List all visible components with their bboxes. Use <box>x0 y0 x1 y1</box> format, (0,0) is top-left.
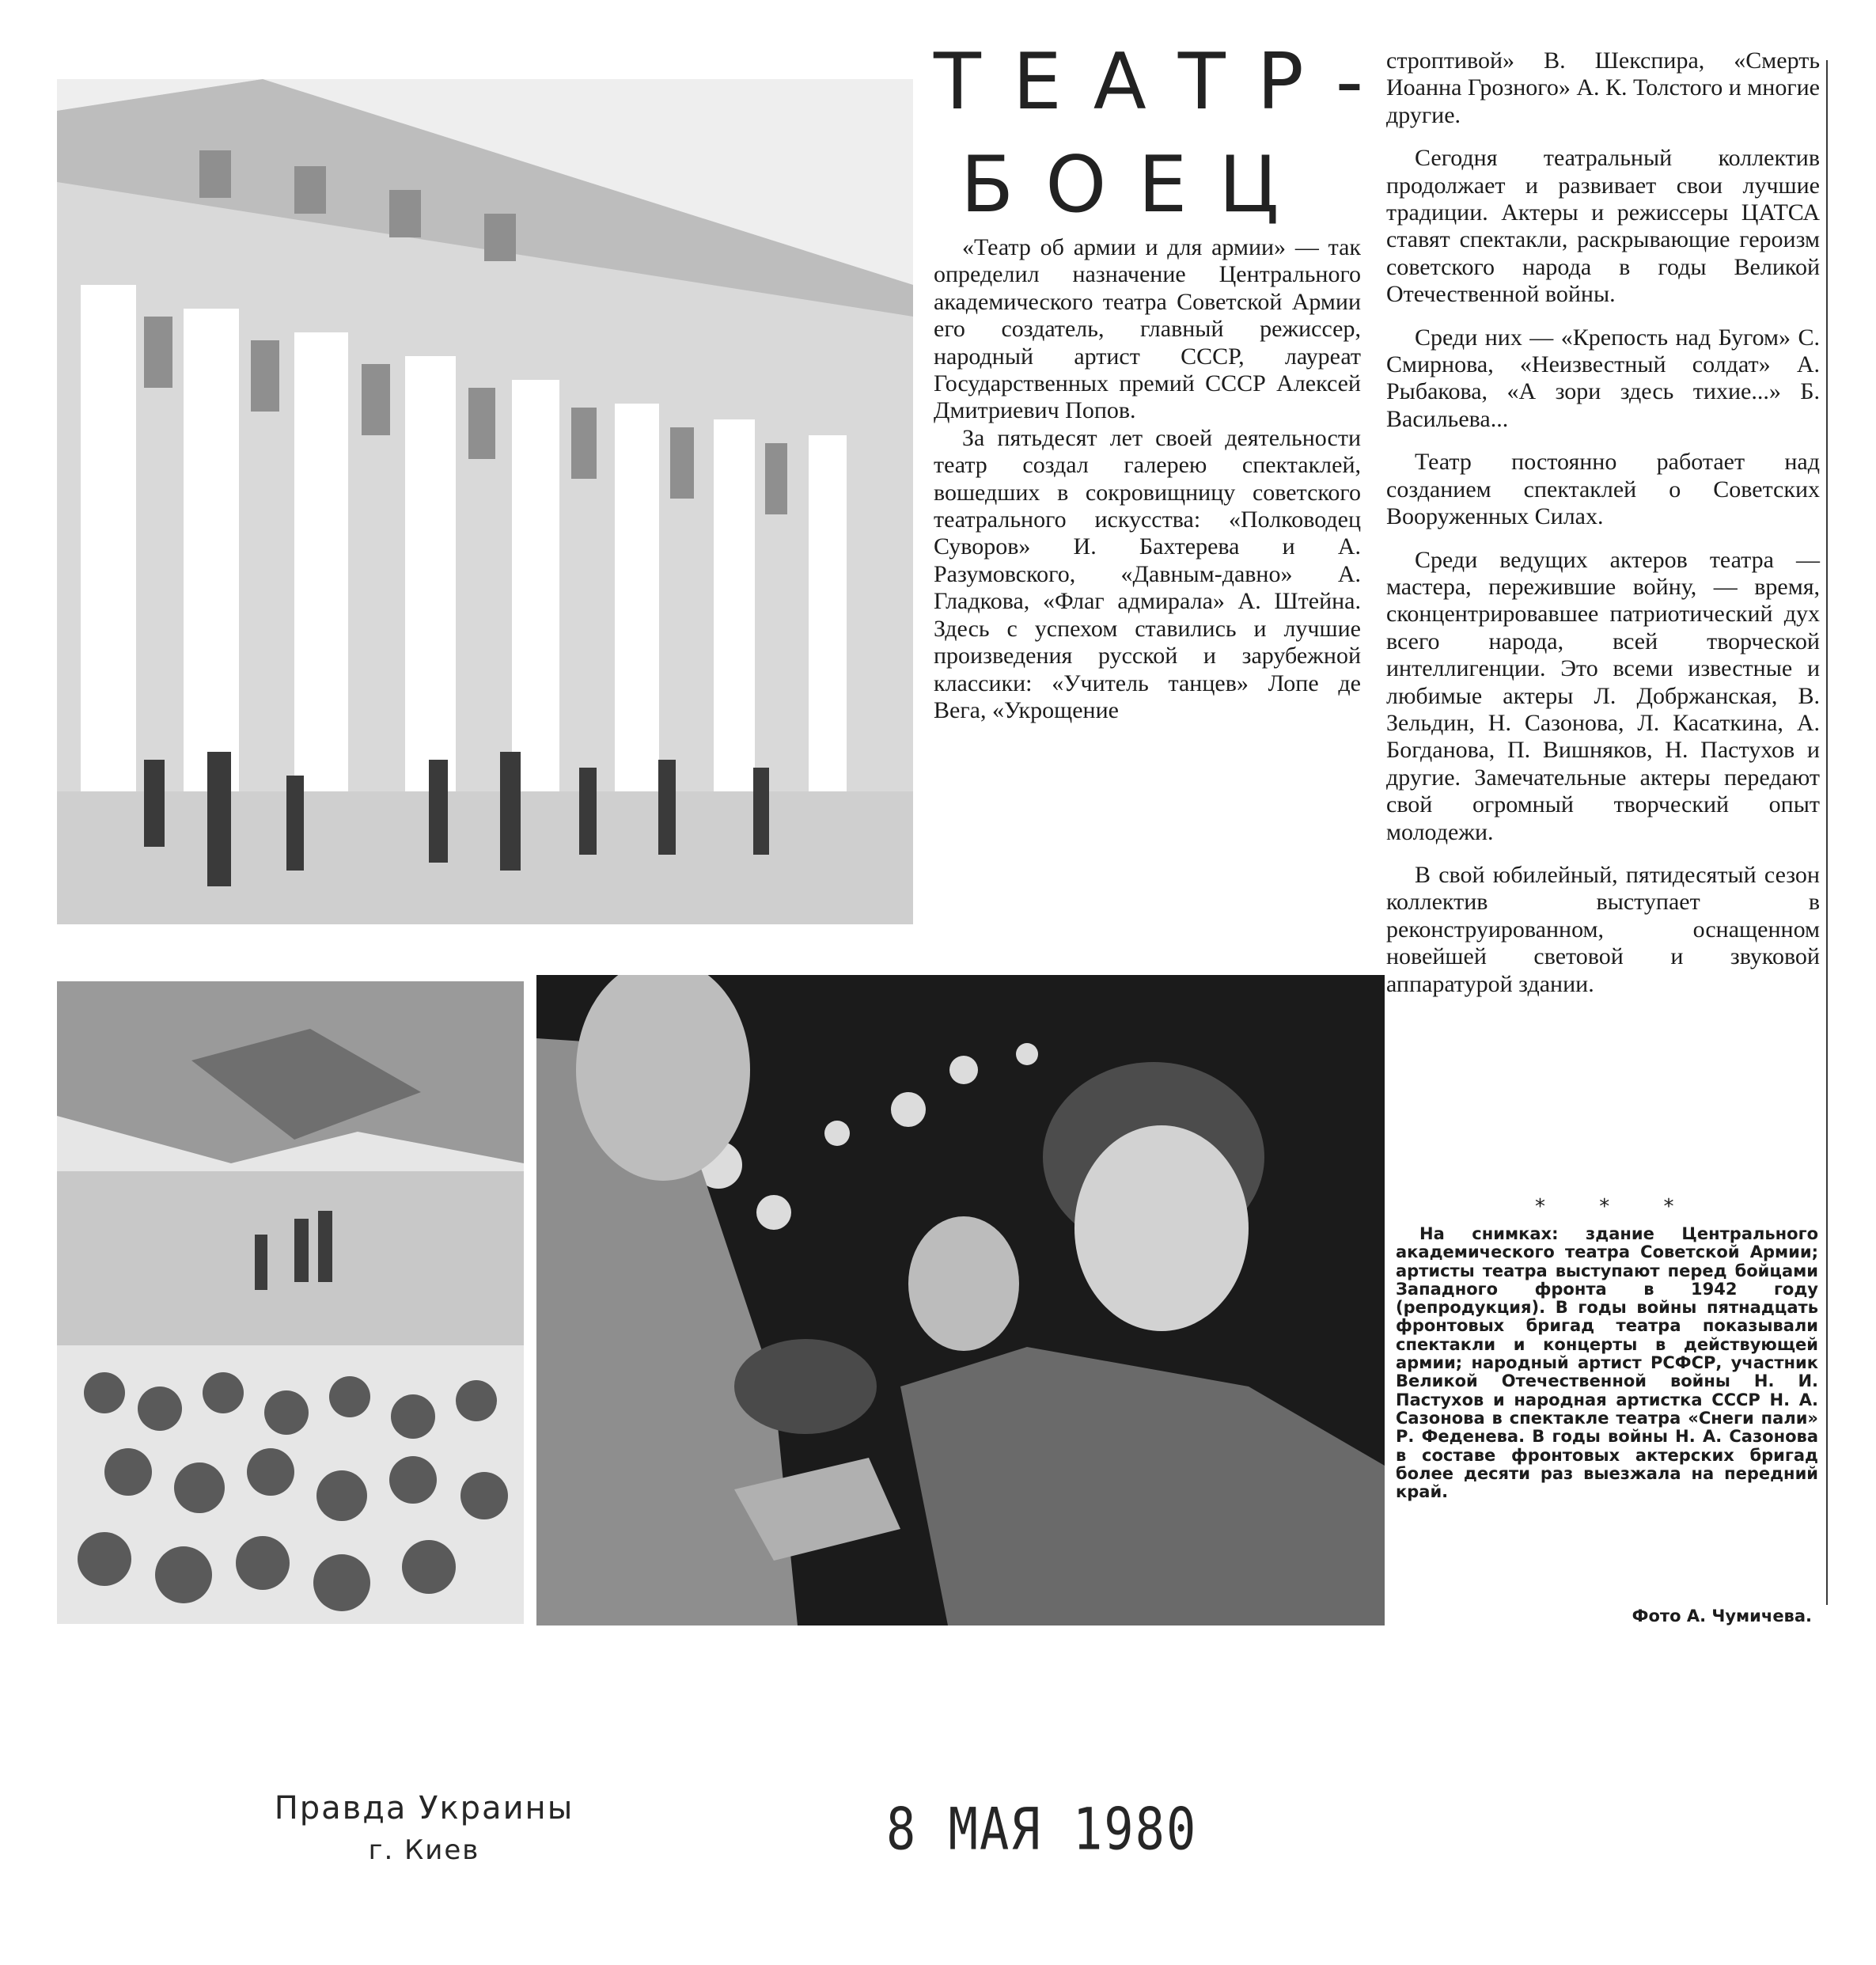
paragraph: Сегодня театральный коллектив продолжает и развивает свои лучшие традиции. Актеры и режиссеры ЦАТСА ставят спектакли, раскрывающие героизм советского народа в годы Великой Отечественной войны. <box>1386 145 1820 308</box>
column-rule <box>1826 60 1828 1605</box>
photo-actors-pastukhov-sazonova <box>536 975 1385 1625</box>
paragraph: В свой юбилейный, пятидесятый сезон коллектив выступает в реконструированном, оснащенном новейшей световой и звуковой аппаратурой здании. <box>1386 861 1820 997</box>
paragraph: «Театр об армии и для армии» — так определил назначение Центрального академического театра Советской Армии его создатель, главный режиссер, народный артист СССР, лауреат Государственных премий СССР Алексей Дмитриевич Попов. <box>934 234 1361 424</box>
theatre-building-illustration <box>57 79 913 924</box>
photo-credit: Фото А. Чумичева. <box>1632 1607 1812 1625</box>
date-stamp: 8 МАЯ 1980 <box>886 1795 1198 1864</box>
newspaper-city: г. Киев <box>368 1834 480 1866</box>
article-column-1 <box>934 234 1361 724</box>
article-column-2 <box>1386 47 1820 998</box>
paragraph: За пятьдесят лет своей деятельности театр создал галерею спектаклей, вошедших в сокровищницу советского театрального искусства: «Полководец Суворов» И. Бахтерева и А. Разумовского, «Давным-давно» А. Гладкова, «Флаг адмирала» А. Штейна. Здесь с успехом ставились и лучшие произведения русской и зарубежной классики: «Учитель танцев» Лопе де Вега, «Укрощение <box>934 424 1361 723</box>
headline-line-1: ТЕАТР- <box>934 37 1396 127</box>
headline-line-2: БОЕЦ <box>961 140 1311 230</box>
paragraph: Среди них — «Крепость над Бугом» С. Смирнова, «Неизвестный солдат» А. Рыбакова, «А зори здесь тихие...» Б. Васильева... <box>1386 324 1820 432</box>
paragraph: Театр постоянно работает над созданием спектаклей о Советских Вооруженных Силах. <box>1386 449 1820 530</box>
source-stamp <box>250 1790 598 1866</box>
photo-soldiers-1942 <box>57 981 524 1624</box>
caption-separator: * * * <box>1535 1195 1698 1219</box>
photo-theatre-building <box>57 79 913 924</box>
photo-caption: На снимках: здание Центрального академического театра Советской Армии; артисты театра выступают перед бойцами Западного фронта в 1942 году (репродукция). В годы войны пятнадцать фронтовых бригад театра показывали спектакли и концерты в действующей армии; народный артист РСФСР, участник Великой Отечественной войны Н. И. Пастухов и народная артистка СССР Н. А. Сазонова в спектакле театра «Снеги пали» Р. Феденева. В годы войны Н. А. Сазонова в составе фронтовых актерских бригад более десяти раз выезжала на передний край. <box>1396 1224 1818 1502</box>
newspaper-name: Правда Украины <box>274 1790 574 1827</box>
headline <box>934 37 1396 230</box>
actors-illustration <box>536 975 1385 1625</box>
paragraph: Среди ведущих актеров театра — мастера, пережившие войну, — время, сконцентрировавшее патриотический дух всего народа, всей творческой интеллигенции. Это всеми известные и любимые актеры Л. Добржанская, В. Зельдин, Н. Сазонова, Л. Касаткина, А. Богданова, П. Вишняков, Н. Пастухов и другие. Замечательные актеры передают свой огромный творческий опыт молодежи. <box>1386 546 1820 845</box>
paragraph: строптивой» В. Шекспира, «Смерть Иоанна Грозного» А. К. Толстого и многие другие. <box>1386 47 1820 128</box>
soldiers-illustration <box>57 981 524 1624</box>
